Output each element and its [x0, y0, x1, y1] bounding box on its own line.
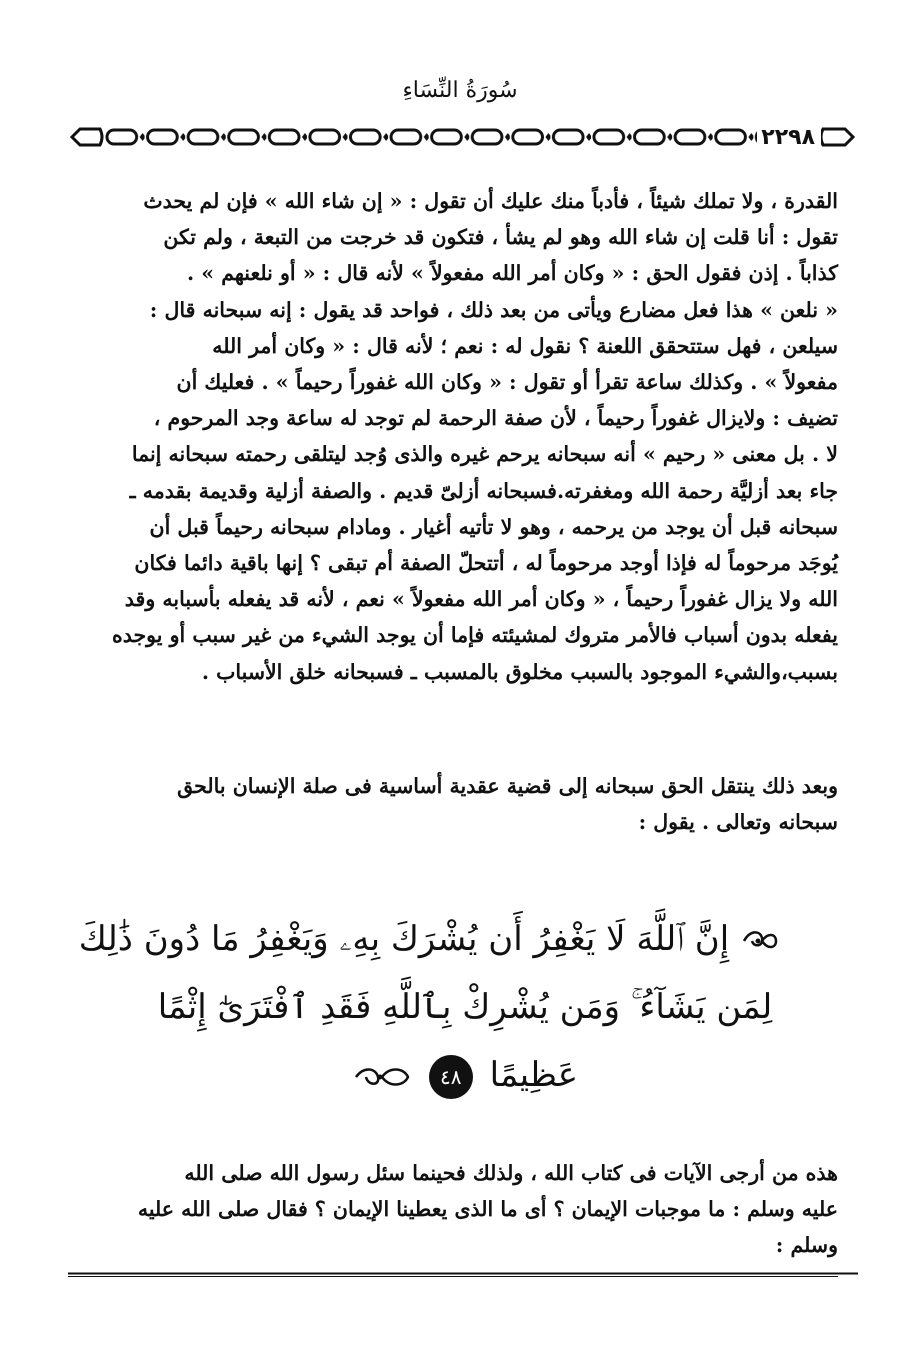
page-number: ٢٢٩٨: [761, 124, 815, 150]
surah-title: سُورَةُ النِّسَاءِ: [402, 78, 518, 103]
text-line: سبحانه قبل أن يوجد من يرحمه ، وهو لا تأتيه أغيار . ومادام سبحانه رحيماً قبل أن: [149, 514, 838, 539]
paragraph-commentary-1: [68, 183, 838, 690]
chain-end-cap-icon: [70, 123, 104, 151]
text-line: هذه من أرجى الآيات فى كتاب الله ، ولذلك فحينما سئل رسول الله صلى الله: [184, 1161, 838, 1185]
quran-verse: [78, 905, 780, 1109]
text-line: يُوجَد مرحوماً له فإذا أوجد مرحوماً له ، أتتحلّ الصفة أم تبقى ؟ إنها باقية دائما فكان: [134, 551, 838, 576]
verse-line-1: [78, 905, 780, 973]
text-line: تضيف : ولايزال غفوراً رحيماً ، لأن صفة الرحمة لم توجد له ساعة وجد المرحوم ،: [153, 406, 838, 431]
verse-text: لِمَن يَشَآءُ ۚ وَمَن يُشْرِكْ بِٱللَّهِ فَقَدِ ٱفْتَرَىٰٓ إِثْمًا: [157, 987, 773, 1027]
chain-ornament-icon: [104, 123, 757, 151]
text-line: بسبب،والشيء الموجود بالسبب مخلوق بالمسبب ـ فسبحانه خلق الأسباب .: [201, 659, 838, 684]
text-line: القدرة ، ولا تملك شيئاً ، فأدباً منك عليك أن تقول : « إن شاء الله » فإن لم يحدث: [143, 189, 838, 213]
text-line: وسلم :: [775, 1233, 838, 1258]
header-ornament-band: [70, 123, 855, 151]
text-line: جاء بعد أزليَّة رحمة الله ومغفرته.فسبحانه أزلىّ قديم . والصفة أزلية وقديمة بقدمه ـ: [129, 478, 838, 503]
verse-open-ornament-icon: [740, 926, 780, 956]
chain-end-cap-icon: [821, 123, 855, 151]
text-line: « نلعن » هذا فعل مضارع ويأتى من بعد ذلك ، فواحد قد يقول : إنه سبحانه قال :: [149, 297, 838, 322]
text-line: مفعولاً » . وكذلك ساعة تقرأ أو تقول : « وكان الله غفوراً رحيماً » . فعليك أن: [176, 370, 838, 395]
text-line: كذاباً . إذن فقول الحق : « وكان أمر الله مفعولاً » لأنه قال : « أو نلعنهم » .: [186, 261, 838, 286]
text-line: سبحانه وتعالى . يقول :: [638, 810, 838, 835]
text-line: سيلعن ، فهل ستتحقق اللعنة ؟ نقول له : نعم ؛ لأنه قال : « وكان أمر الله: [212, 333, 838, 358]
verse-number-badge: ٤٨: [429, 1055, 473, 1099]
verse-text: عَظِيمًا: [489, 1055, 579, 1095]
text-line: الله ولا يزال غفوراً رحيماً ، « وكان أمر الله مفعولاً » نعم ، لأنه قد يفعله بأسبابه وقد: [124, 587, 838, 612]
text-line: تقول : أنا قلت إن شاء الله وهو لم يشأ ، فتكون قد خرجت من التبعة ، ولم تكن: [163, 225, 838, 250]
paragraph-commentary-3: [68, 1155, 838, 1264]
verse-close-ornament-icon: [352, 1062, 412, 1092]
verse-text: إِنَّ ٱللَّهَ لَا يَغْفِرُ أَن يُشْرَكَ بِهِۦ وَيَغْفِرُ مَا دُونَ ذَٰلِكَ: [78, 919, 730, 959]
verse-line-3: [150, 1041, 780, 1109]
text-line: يفعله بدون أسباب فالأمر متروك لمشيئته فإما أن يوجد الشيء من غير سبب أو يوجده: [112, 623, 838, 648]
text-line: وبعد ذلك ينتقل الحق سبحانه إلى قضية عقدية أساسية فى صلة الإنسان بالحق: [177, 774, 838, 798]
text-line: عليه وسلم : ما موجبات الإيمان ؟ أى ما الذى يعطينا الإيمان ؟ فقال صلى الله عليه: [137, 1197, 838, 1222]
paragraph-commentary-2: [68, 768, 838, 840]
text-line: لا . بل معنى « رحيم » أنه سبحانه يرحم غيره والذى وُجد ليتلقى رحمته سبحانه إنما: [131, 442, 838, 467]
footer-double-rule: [68, 1272, 858, 1278]
